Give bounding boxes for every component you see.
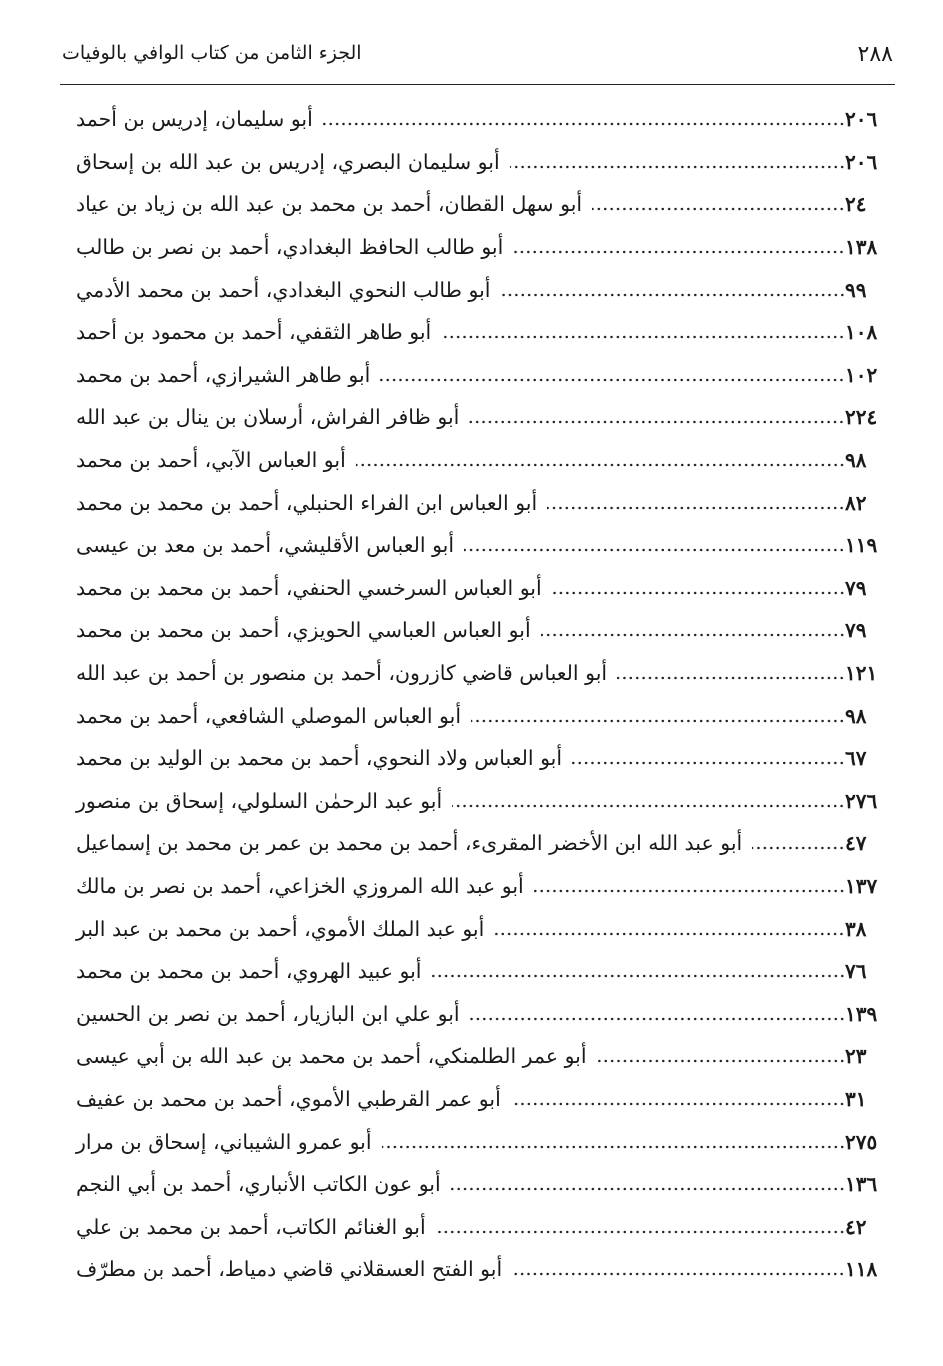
- entry-name: أبو عبد الملك الأموي، أحمد بن محمد بن عبد البر: [76, 916, 485, 941]
- index-entry: [66, 1248, 895, 1291]
- entry-page-number: ٤٧: [845, 831, 867, 856]
- leader-dots: [470, 1015, 845, 1023]
- entry-page-number: ٢٧٦: [845, 788, 878, 813]
- entry-name: أبو سليمان البصري، إدريس بن عبد الله بن إسحاق: [76, 149, 500, 174]
- leader-dots: [356, 461, 845, 469]
- entry-name: أبو العباس السرخسي الحنفي، أحمد بن محمد بن محمد: [76, 575, 542, 600]
- page-header: [62, 40, 893, 80]
- entry-name: أبو طاهر الشيرازي، أحمد بن محمد: [76, 362, 371, 387]
- entry-page-number: ١٣٩: [845, 1001, 878, 1026]
- entry-page-number: ٢٠٦: [845, 149, 878, 174]
- entry-page-number: ١٣٧: [845, 873, 878, 898]
- entry-name: أبو عبد الله المروزي الخزاعي، أحمد بن نصر بن مالك: [76, 873, 524, 898]
- leader-dots: [597, 1057, 845, 1065]
- entry-page-number: ٢٢٤: [845, 405, 878, 430]
- entry-page-number: ٧٩: [845, 575, 867, 600]
- index-entry: [66, 865, 895, 908]
- leader-dots: [323, 120, 845, 128]
- entry-page-number: ٩٨: [845, 703, 867, 728]
- index-list: [66, 98, 895, 1291]
- leader-dots: [469, 418, 845, 426]
- index-entry: [66, 992, 895, 1035]
- entry-page-number: ٩٩: [845, 277, 867, 302]
- index-entry: [66, 822, 895, 865]
- index-entry: [66, 311, 895, 354]
- entry-name: أبو عمر الطلمنكي، أحمد بن محمد بن عبد الله بن أبي عيسى: [76, 1044, 587, 1069]
- entry-page-number: ١١٩: [845, 533, 878, 558]
- leader-dots: [541, 631, 845, 639]
- leader-dots: [511, 1100, 845, 1108]
- entry-page-number: ١٢١: [845, 661, 878, 686]
- running-title: الجزء الثامن من كتاب الوافي بالوفيات: [62, 42, 362, 64]
- entry-page-number: ٧٩: [845, 618, 867, 643]
- leader-dots: [471, 717, 845, 725]
- leader-dots: [382, 1143, 845, 1151]
- leader-dots: [547, 504, 845, 512]
- entry-page-number: ٢٣: [845, 1044, 867, 1069]
- leader-dots: [436, 1228, 845, 1236]
- entry-page-number: ١١٨: [845, 1257, 878, 1282]
- entry-page-number: ٧٦: [845, 959, 867, 984]
- index-entry: [66, 439, 895, 482]
- index-entry: [66, 226, 895, 269]
- entry-name: أبو عمرو الشيباني، إسحاق بن مرار: [76, 1129, 372, 1154]
- entry-name: أبو العباس العباسي الحويزي، أحمد بن محمد بن محمد: [76, 618, 531, 643]
- entry-name: أبو العباس ابن الفراء الحنبلي، أحمد بن محمد بن محمد: [76, 490, 538, 515]
- entry-name: أبو عون الكاتب الأنباري، أحمد بن أبي النجم: [76, 1172, 441, 1197]
- leader-dots: [452, 802, 845, 810]
- leader-dots: [752, 844, 845, 852]
- index-entry: [66, 524, 895, 567]
- index-entry: [66, 1120, 895, 1163]
- index-entry: [66, 396, 895, 439]
- index-entry: [66, 1205, 895, 1248]
- entry-page-number: ٢٧٥: [845, 1129, 878, 1154]
- index-entry: [66, 354, 895, 397]
- page-number: ٢٨٨: [857, 42, 893, 67]
- leader-dots: [441, 333, 845, 341]
- index-entry: [66, 737, 895, 780]
- entry-page-number: ٩٨: [845, 448, 867, 473]
- entry-page-number: ٢٤: [845, 192, 867, 217]
- entry-page-number: ٨٢: [845, 490, 867, 515]
- entry-page-number: ١٣٦: [845, 1172, 878, 1197]
- entry-page-number: ١٣٨: [845, 235, 878, 260]
- leader-dots: [494, 930, 845, 938]
- index-entry: [66, 1163, 895, 1206]
- entry-name: أبو طالب النحوي البغدادي، أحمد بن محمد الأدمي: [76, 277, 491, 302]
- entry-name: أبو عمر القرطبي الأموي، أحمد بن محمد بن عفيف: [76, 1086, 501, 1111]
- entry-name: أبو العباس ولاد النحوي، أحمد بن محمد بن الوليد بن محمد: [76, 746, 563, 771]
- index-entry: [66, 1078, 895, 1121]
- index-entry: [66, 694, 895, 737]
- leader-dots: [617, 674, 845, 682]
- index-entry: [66, 481, 895, 524]
- entry-page-number: ٢٠٦: [845, 107, 878, 132]
- index-entry: [66, 609, 895, 652]
- entry-name: أبو عبد الرحمٰن السلولي، إسحاق بن منصور: [76, 788, 443, 813]
- entry-name: أبو العباس الآبي، أحمد بن محمد: [76, 448, 346, 473]
- leader-dots: [572, 759, 845, 767]
- entry-page-number: ١٠٨: [845, 320, 878, 345]
- leader-dots: [552, 589, 845, 597]
- entry-name: أبو عبد الله ابن الأخضر المقرىء، أحمد بن محمد بن عمر بن محمد بن إسماعيل: [76, 831, 743, 856]
- entry-name: أبو الفتح العسقلاني قاضي دمياط، أحمد بن مطرّف: [76, 1257, 503, 1282]
- leader-dots: [432, 972, 846, 980]
- entry-name: أبو ظافر الفراش، أرسلان بن ينال بن عبد الله: [76, 405, 460, 430]
- entry-page-number: ٣٨: [845, 916, 867, 941]
- entry-name: أبو العباس الموصلي الشافعي، أحمد بن محمد: [76, 703, 462, 728]
- entry-name: أبو العباس الأقليشي، أحمد بن معد بن عيسى: [76, 533, 455, 558]
- index-entry: [66, 1035, 895, 1078]
- index-entry: [66, 98, 895, 141]
- index-entry: [66, 652, 895, 695]
- entry-name: أبو عبيد الهروي، أحمد بن محمد بن محمد: [76, 959, 422, 984]
- entry-name: أبو سهل القطان، أحمد بن محمد بن عبد الله بن زياد بن عياد: [76, 192, 583, 217]
- leader-dots: [380, 376, 845, 384]
- entry-page-number: ٤٢: [845, 1214, 867, 1239]
- entry-page-number: ١٠٢: [845, 362, 878, 387]
- entry-name: أبو طالب الحافظ البغدادي، أحمد بن نصر بن طالب: [76, 235, 504, 260]
- entry-name: أبو علي ابن البازيار، أحمد بن نصر بن الحسين: [76, 1001, 460, 1026]
- leader-dots: [534, 887, 845, 895]
- index-entry: [66, 567, 895, 610]
- index-entry: [66, 950, 895, 993]
- header-rule: [60, 84, 895, 85]
- index-entry: [66, 183, 895, 226]
- entry-name: أبو الغنائم الكاتب، أحمد بن محمد بن علي: [76, 1214, 426, 1239]
- entry-page-number: ٣١: [845, 1086, 867, 1111]
- leader-dots: [464, 546, 845, 554]
- leader-dots: [592, 205, 845, 213]
- index-entry: [66, 780, 895, 823]
- leader-dots: [510, 163, 845, 171]
- leader-dots: [451, 1185, 845, 1193]
- entry-name: أبو طاهر الثقفي، أحمد بن محمود بن أحمد: [76, 320, 432, 345]
- index-entry: [66, 907, 895, 950]
- entry-name: أبو العباس قاضي كازرون، أحمد بن منصور بن أحمد بن عبد الله: [76, 661, 608, 686]
- index-entry: [66, 141, 895, 184]
- entry-name: أبو سليمان، إدريس بن أحمد: [76, 107, 313, 132]
- leader-dots: [501, 291, 845, 299]
- leader-dots: [513, 248, 845, 256]
- index-entry: [66, 268, 895, 311]
- entry-page-number: ٦٧: [845, 746, 867, 771]
- leader-dots: [512, 1270, 845, 1278]
